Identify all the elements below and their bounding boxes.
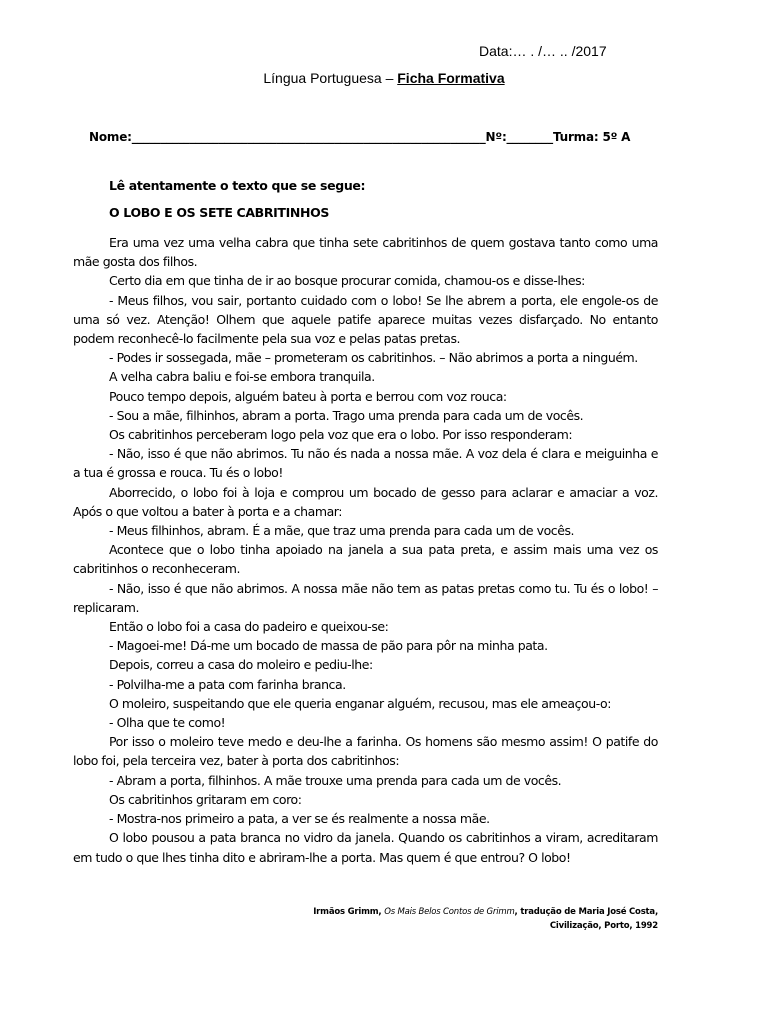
story-paragraph: Depois, correu a casa do moleiro e pediu-lhe: — [109, 657, 373, 673]
story-paragraph: - Não, isso é que não abrimos. Tu não és nada a nossa mãe. A voz dela é clara e meiguinha e a tua é grossa e rouca. Tu és o lobo! — [73, 446, 658, 481]
story-paragraph: Então o lobo foi a casa do padeiro e queixou-se: — [109, 619, 389, 635]
story-paragraph: - Meus filhos, vou sair, portanto cuidado com o lobo! Se lhe abrem a porta, ele engole-os de uma só vez. Atenção! Olhem que aquele patife aparece muitas vezes disfarçado. No entanto podem reconhecê-lo facilmente pela sua voz e pelas patas pretas. — [73, 292, 658, 347]
story-paragraph: - Podes ir sossegada, mãe – prometeram os cabritinhos. – Não abrimos a porta a ninguém. — [109, 350, 638, 366]
story-paragraph: Pouco tempo depois, alguém bateu à porta e berrou com voz rouca: — [109, 388, 507, 404]
story-paragraph: - Meus filhinhos, abram. É a mãe, que traz uma prenda para cada um de vocês. — [109, 523, 575, 539]
story-paragraph: - Não, isso é que não abrimos. A nossa mãe não tem as patas pretas como tu. Tu és o lobo! – replicaram. — [73, 580, 658, 615]
story-paragraph: Os cabritinhos gritaram em coro: — [109, 791, 302, 807]
story-title: O LOBO E OS SETE CABRITINHOS — [109, 205, 330, 220]
story-paragraph: Acontece que o lobo tinha apoiado na janela a sua pata preta, e assim mais uma vez os cabritinhos o reconheceram. — [73, 542, 658, 577]
date-field: Data:… . /… .. /2017 — [479, 43, 607, 59]
citation-authors: Irmãos Grimm, — [313, 907, 385, 917]
story-paragraph: - Sou a mãe, filhinhos, abram a porta. Trago uma prenda para cada um de vocês. — [109, 407, 584, 423]
page-title — [0, 70, 768, 86]
story-paragraph: - Mostra-nos primeiro a pata, a ver se és realmente a nossa mãe. — [109, 811, 490, 827]
citation-publisher: Civilização, Porto, 1992 — [549, 921, 658, 931]
citation — [238, 905, 658, 933]
citation-translation: , tradução de Maria José Costa, — [514, 907, 658, 917]
story-paragraph: - Abram a porta, filhinhos. A mãe trouxe uma prenda para cada um de vocês. — [109, 772, 562, 788]
story-paragraph: Os cabritinhos perceberam logo pela voz que era o lobo. Por isso responderam: — [109, 427, 573, 443]
student-info-line: Nome:_____________________________________________________________Nº:________Turma: 5º A — [89, 130, 631, 144]
story-paragraph: - Polvilha-me a pata com farinha branca. — [109, 676, 346, 692]
story-body — [73, 233, 658, 867]
story-paragraph: Certo dia em que tinha de ir ao bosque procurar comida, chamou-os e disse-lhes: — [109, 273, 585, 289]
citation-book: Os Mais Belos Contos de Grimm — [384, 907, 515, 917]
story-paragraph: - Magoei-me! Dá-me um bocado de massa de pão para pôr na minha pata. — [109, 638, 548, 654]
story-paragraph: Por isso o moleiro teve medo e deu-lhe a farinha. Os homens são mesmo assim! O patife do lobo foi, pela terceira vez, bater à porta dos cabritinhos: — [73, 734, 658, 769]
story-paragraph: O moleiro, suspeitando que ele queria enganar alguém, recusou, mas ele ameaçou-o: — [109, 695, 611, 711]
instruction-text: Lê atentamente o texto que se segue: — [109, 178, 366, 193]
worksheet-title: Ficha Formativa — [397, 70, 505, 86]
subject-label: Língua Portuguesa – — [263, 70, 398, 86]
story-paragraph: A velha cabra baliu e foi-se embora tranquila. — [109, 369, 375, 385]
story-paragraph: - Olha que te como! — [109, 715, 226, 731]
story-paragraph: Era uma vez uma velha cabra que tinha sete cabritinhos de quem gostava tanto como uma mãe gosta dos filhos. — [73, 235, 658, 270]
story-paragraph: Aborrecido, o lobo foi à loja e comprou um bocado de gesso para aclarar e amaciar a voz. Após o que voltou a bater à porta e a chamar: — [73, 484, 658, 519]
story-paragraph: O lobo pousou a pata branca no vidro da janela. Quando os cabritinhos a viram, acreditaram em tudo o que lhes tinha dito e abriram-lhe a porta. Mas quem é que entrou? O lobo! — [73, 830, 658, 865]
